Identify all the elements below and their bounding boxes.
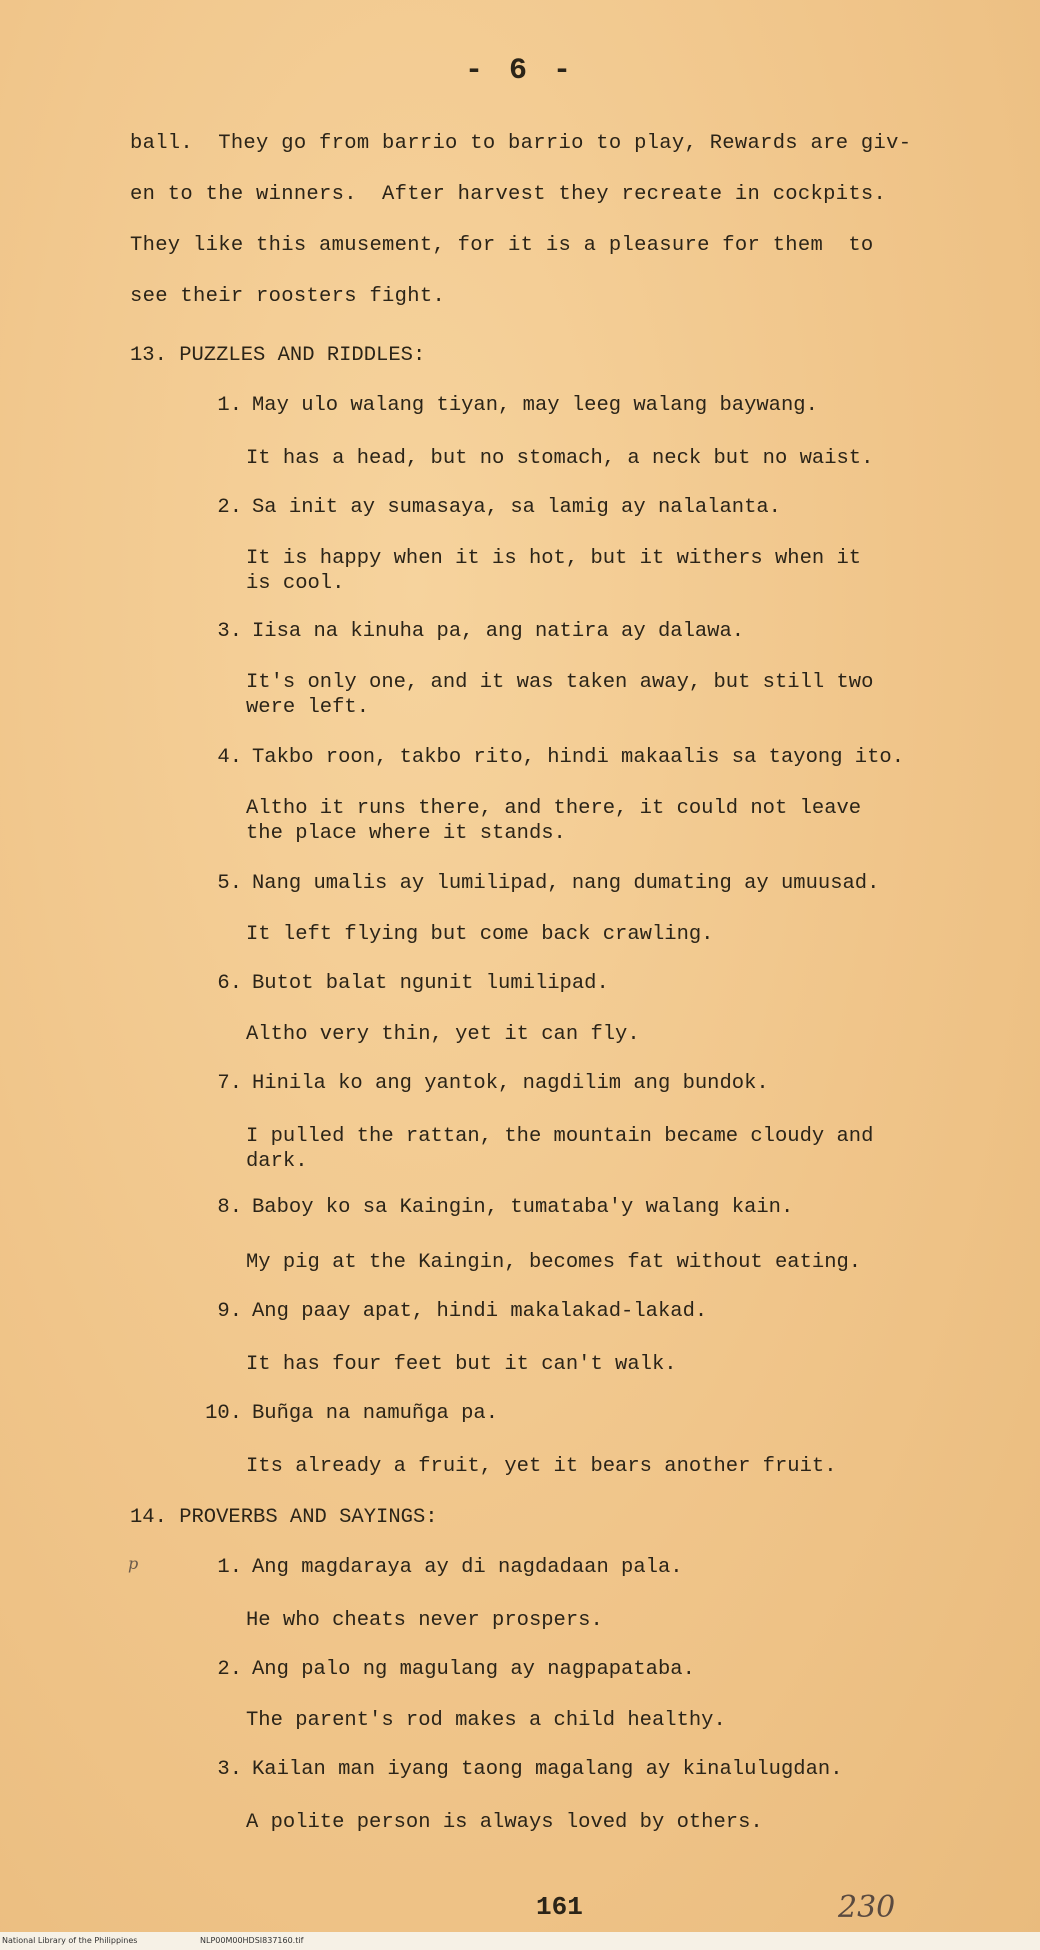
translation-line: It left flying but come back crawling. <box>246 923 714 946</box>
riddle-number: 5. <box>217 872 242 895</box>
riddle-item <box>190 1300 910 1323</box>
riddle-translation <box>246 670 906 720</box>
intro-line: en to the winners. After harvest they recreate in cockpits. <box>130 183 887 206</box>
riddle-text: Iisa na kinuha pa, ang natira ay dalawa. <box>252 620 745 643</box>
riddle-number: 10. <box>205 1402 242 1425</box>
intro-line: ball. They go from barrio to barrio to play, Rewards are giv- <box>130 132 912 155</box>
riddle-number: 4. <box>217 746 242 769</box>
proverb-text: Kailan man iyang taong magalang ay kinalulugdan. <box>252 1758 843 1781</box>
riddle-number: 6. <box>217 972 242 995</box>
riddle-number: 9. <box>217 1300 242 1323</box>
translation-line: It has a head, but no stomach, a neck but no waist. <box>246 447 874 470</box>
riddle-item <box>190 620 910 643</box>
proverb-translation <box>246 1708 906 1733</box>
proverb-translation <box>246 1810 906 1835</box>
riddle-translation <box>246 546 906 596</box>
translation-line: dark. <box>246 1150 308 1173</box>
riddle-number: 1. <box>217 394 242 417</box>
archive-label: National Library of the Philippines <box>2 1936 138 1945</box>
translation-line: Altho it runs there, and there, it could not leave <box>246 797 862 820</box>
riddle-item <box>190 746 910 769</box>
riddle-item <box>190 972 910 995</box>
riddles-heading: 13. PUZZLES AND RIDDLES: <box>130 344 426 367</box>
translation-line: It has four feet but it can't walk. <box>246 1353 677 1376</box>
riddle-translation <box>246 446 906 471</box>
riddle-translation <box>246 1022 906 1047</box>
translation-line: I pulled the rattan, the mountain became cloudy and <box>246 1125 874 1148</box>
proverb-item <box>190 1556 910 1579</box>
riddle-text: Baboy ko sa Kaingin, tumataba'y walang kain. <box>252 1196 794 1219</box>
riddle-translation <box>246 796 906 846</box>
translation-line: It is happy when it is hot, but it withers when it <box>246 547 862 570</box>
page-number: - 6 - <box>464 54 575 88</box>
proverb-number: 1. <box>217 1556 242 1579</box>
proverb-translation <box>246 1608 906 1633</box>
riddle-item <box>190 1072 910 1095</box>
riddle-text: Nang umalis ay lumilipad, nang dumating ay umuusad. <box>252 872 880 895</box>
margin-annotation: p <box>128 1554 139 1573</box>
riddle-item <box>190 496 910 519</box>
translation-line: is cool. <box>246 572 345 595</box>
footer-page-number: 161 <box>536 1892 583 1922</box>
riddle-item <box>190 872 910 895</box>
translation-line: The parent's rod makes a child healthy. <box>246 1709 726 1732</box>
riddle-translation <box>246 1250 906 1275</box>
proverb-item <box>190 1658 910 1681</box>
translation-line: the place where it stands. <box>246 822 566 845</box>
translation-line: Altho very thin, yet it can fly. <box>246 1023 640 1046</box>
proverbs-heading: 14. PROVERBS AND SAYINGS: <box>130 1506 438 1529</box>
riddle-text: Ang paay apat, hindi makalakad-lakad. <box>252 1300 708 1323</box>
proverb-number: 2. <box>217 1658 242 1681</box>
archive-strip <box>0 1932 1040 1950</box>
riddle-number: 2. <box>217 496 242 519</box>
proverb-item <box>190 1758 910 1781</box>
archive-filename: NLP00M00HDSI837160.tif <box>200 1936 304 1945</box>
translation-line: were left. <box>246 696 370 719</box>
riddle-text: Buñga na namuñga pa. <box>252 1402 499 1425</box>
riddle-translation <box>246 922 906 947</box>
translation-line: A polite person is always loved by others. <box>246 1811 763 1834</box>
riddle-text: Takbo roon, takbo rito, hindi makaalis sa tayong ito. <box>252 746 905 769</box>
proverb-number: 3. <box>217 1758 242 1781</box>
translation-line: He who cheats never prospers. <box>246 1609 603 1632</box>
intro-paragraph <box>130 118 930 322</box>
riddle-number: 8. <box>217 1196 242 1219</box>
translation-line: Its already a fruit, yet it bears another fruit. <box>246 1455 837 1478</box>
riddle-item <box>190 1402 910 1425</box>
riddle-translation <box>246 1352 906 1377</box>
riddle-text: Butot balat ngunit lumilipad. <box>252 972 609 995</box>
intro-line: see their roosters fight. <box>130 285 446 308</box>
riddle-item <box>190 1196 910 1219</box>
translation-line: It's only one, and it was taken away, but still two <box>246 671 874 694</box>
riddle-number: 3. <box>217 620 242 643</box>
intro-line: They like this amusement, for it is a pleasure for them to <box>130 234 874 257</box>
riddle-text: Sa init ay sumasaya, sa lamig ay nalalanta. <box>252 496 781 519</box>
riddle-text: Hinila ko ang yantok, nagdilim ang bundok. <box>252 1072 769 1095</box>
riddle-translation <box>246 1124 906 1174</box>
proverb-text: Ang palo ng magulang ay nagpapataba. <box>252 1658 695 1681</box>
handwritten-number: 230 <box>838 1890 896 1925</box>
riddle-text: May ulo walang tiyan, may leeg walang baywang. <box>252 394 818 417</box>
proverb-text: Ang magdaraya ay di nagdadaan pala. <box>252 1556 683 1579</box>
riddle-number: 7. <box>217 1072 242 1095</box>
translation-line: My pig at the Kaingin, becomes fat without eating. <box>246 1251 862 1274</box>
riddle-translation <box>246 1454 906 1479</box>
riddle-item <box>190 394 910 417</box>
